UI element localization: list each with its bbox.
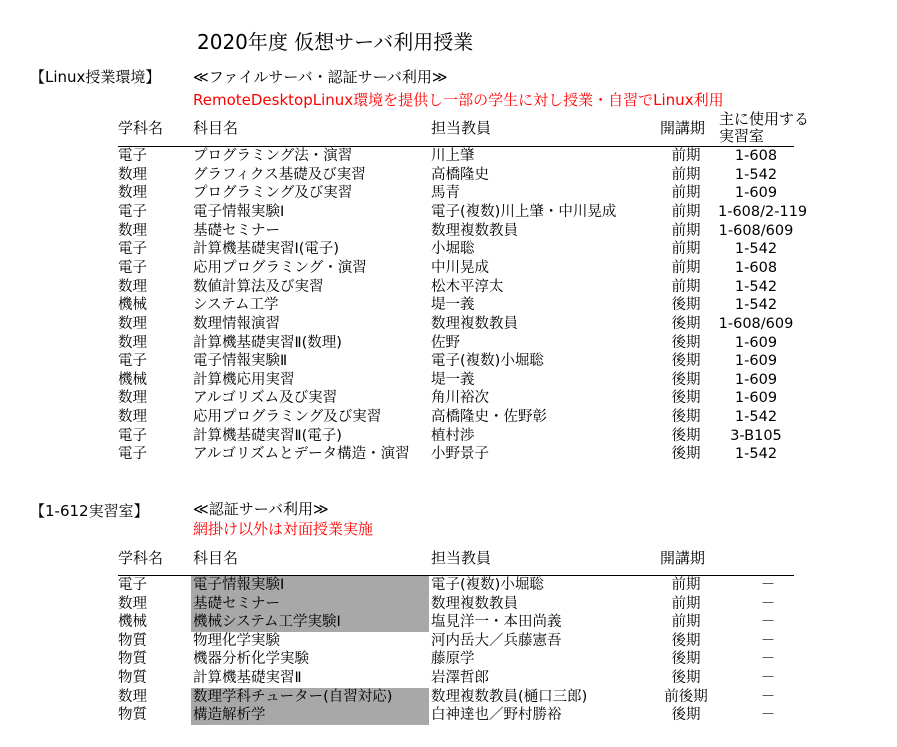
cell-dept: 数理 (118, 595, 147, 612)
cell-teacher: 中川晃成 (431, 259, 489, 276)
cell-room: 1-609 (734, 185, 778, 202)
cell-term: 前期 (671, 241, 701, 258)
cell-room: 1-608/609 (718, 222, 794, 239)
cell-teacher: 堤一義 (431, 297, 475, 314)
cell-term: 前期 (671, 614, 701, 631)
col-header-subject-2: 科目名 (193, 549, 239, 567)
cell-room: 1-542 (734, 166, 778, 183)
cell-teacher: 小堀聡 (431, 241, 475, 258)
cell-subject: アルゴリズムとデータ構造・演習 (193, 446, 410, 463)
cell-dept: 電子 (118, 427, 147, 444)
cell-room: 1-542 (734, 446, 778, 463)
cell-term: 後期 (671, 670, 701, 686)
cell-dept: 物質 (118, 670, 147, 686)
table-row (118, 334, 794, 353)
table-row (118, 222, 794, 241)
cell-dept: 機械 (118, 371, 147, 388)
cell-term: 後期 (671, 446, 701, 463)
cell-room: 1-609 (734, 334, 778, 351)
cell-dept: 電子 (118, 203, 147, 220)
table-row (118, 315, 794, 334)
cell-room: 3-B105 (730, 427, 782, 444)
cell-room: － (760, 595, 776, 612)
cell-teacher: 数理複数教員 (431, 595, 518, 612)
cell-room: － (760, 632, 776, 649)
cell-teacher: 佐野 (431, 334, 460, 351)
cell-room: 1-608 (734, 259, 778, 276)
cell-subject: 計算機基礎実習Ⅰ(電子) (193, 241, 340, 258)
cell-dept: 数理 (118, 185, 147, 202)
cell-term: 前期 (671, 166, 701, 183)
cell-term: 前後期 (664, 688, 708, 705)
section1-note: RemoteDesktopLinux環境を提供し一部の学生に対し授業・自習でLinux利用 (193, 91, 724, 109)
cell-teacher: 松木平淳太 (431, 278, 504, 295)
table-row (118, 632, 794, 651)
cell-dept: 数理 (118, 278, 147, 295)
cell-room: 1-542 (734, 297, 778, 314)
table-row (118, 166, 794, 185)
table-row (118, 576, 794, 595)
col-header-dept-2: 学科名 (118, 549, 164, 567)
section2-tag: 【1-612実習室】 (30, 502, 149, 520)
cell-dept: 数理 (118, 166, 147, 183)
cell-room: － (760, 707, 776, 724)
cell-room: 1-608 (734, 148, 778, 164)
cell-subject: プログラミング法・演習 (193, 148, 353, 164)
cell-subject: プログラミング及び実習 (193, 185, 353, 202)
cell-term: 後期 (671, 371, 701, 388)
cell-subject: 計算機基礎実習Ⅱ(電子) (193, 427, 342, 444)
cell-subject: 電子情報実験Ⅰ (193, 203, 285, 220)
col-header-dept: 学科名 (118, 119, 164, 137)
cell-subject: 計算機応用実習 (193, 371, 295, 388)
table-row (118, 688, 794, 707)
col-header-term: 開講期 (660, 119, 706, 137)
table-row (118, 259, 794, 278)
cell-subject: 電子情報実験Ⅰ (193, 577, 285, 593)
cell-subject: 機械システム工学実験Ⅰ (193, 614, 341, 631)
cell-subject: システム工学 (193, 297, 279, 314)
table-row (118, 184, 794, 203)
cell-subject: 基礎セミナー (193, 595, 280, 612)
table-row (118, 389, 794, 408)
cell-teacher: 電子(複数)川上肇・中川晃成 (431, 203, 617, 220)
cell-term: 後期 (671, 334, 701, 351)
cell-dept: 電子 (118, 446, 147, 463)
cell-teacher: 数理複数教員 (431, 315, 518, 332)
cell-subject: 基礎セミナー (193, 222, 280, 239)
cell-subject: 数理学科チューター(自習対応) (193, 688, 393, 705)
cell-room: － (760, 614, 776, 631)
cell-room: 1-609 (734, 371, 778, 388)
table-row (118, 352, 794, 371)
table-row (118, 706, 794, 725)
cell-room: 1-608/609 (718, 315, 794, 332)
section1-tag: 【Linux授業環境】 (30, 68, 161, 86)
table-row (118, 408, 794, 427)
cell-dept: 数理 (118, 688, 147, 705)
section2-note: 網掛け以外は対面授業実施 (193, 520, 374, 538)
table-row (118, 296, 794, 315)
cell-subject: 数理情報演習 (193, 315, 280, 332)
cell-term: 後期 (671, 315, 701, 332)
cell-teacher: 電子(複数)小堀聡 (431, 577, 544, 593)
section2-heading: ≪認証サーバ利用≫ (193, 500, 329, 518)
table-row (118, 669, 794, 688)
cell-dept: 数理 (118, 222, 147, 239)
cell-subject: 応用プログラミング・演習 (193, 259, 367, 276)
col-header-room-line2: 実習室 (719, 127, 765, 145)
cell-term: 後期 (671, 632, 701, 649)
cell-teacher: 塩見洋一・本田尚義 (431, 614, 562, 631)
cell-term: 前期 (671, 185, 701, 202)
cell-teacher: 角川裕次 (431, 390, 489, 407)
table-row (118, 147, 794, 166)
cell-teacher: 藤原学 (431, 651, 475, 668)
cell-term: 前期 (671, 222, 701, 239)
cell-teacher: 小野景子 (431, 446, 489, 463)
cell-term: 後期 (671, 427, 701, 444)
cell-room: － (760, 577, 776, 593)
col-header-room-line1: 主に使用する (719, 110, 810, 128)
table-row (118, 371, 794, 390)
cell-term: 後期 (671, 353, 701, 370)
table-row (118, 427, 794, 446)
col-header-subject: 科目名 (193, 119, 239, 137)
cell-dept: 機械 (118, 297, 147, 314)
cell-teacher: 岩澤哲郎 (431, 670, 489, 686)
cell-teacher: 高橋隆史 (431, 166, 489, 183)
cell-dept: 電子 (118, 148, 147, 164)
cell-term: 前期 (671, 203, 701, 220)
table-row (118, 278, 794, 297)
cell-teacher: 河内岳大／兵藤憲吾 (431, 632, 562, 649)
cell-teacher: 数理複数教員 (431, 222, 518, 239)
cell-term: 前期 (671, 148, 701, 164)
cell-teacher: 白神達也／野村勝裕 (431, 707, 562, 724)
cell-teacher: 高橋隆史・佐野彰 (431, 409, 547, 426)
cell-room: － (760, 651, 776, 668)
cell-term: 後期 (671, 297, 701, 314)
cell-subject: 電子情報実験Ⅱ (193, 353, 288, 370)
cell-room: 1-542 (734, 241, 778, 258)
cell-subject: 計算機基礎実習Ⅱ(数理) (193, 334, 342, 351)
cell-room: 1-542 (734, 409, 778, 426)
cell-dept: 数理 (118, 409, 147, 426)
cell-subject: 構造解析学 (193, 707, 266, 724)
col-header-teacher: 担当教員 (431, 119, 492, 137)
cell-term: 後期 (671, 707, 701, 724)
cell-term: 後期 (671, 409, 701, 426)
cell-subject: アルゴリズム及び実習 (193, 390, 338, 407)
cell-subject: グラフィクス基礎及び実習 (193, 166, 366, 183)
cell-term: 前期 (671, 577, 701, 593)
cell-term: 後期 (671, 651, 701, 668)
cell-term: 前期 (671, 595, 701, 612)
table-row (118, 595, 794, 614)
cell-term: 後期 (671, 390, 701, 407)
table-row (118, 240, 794, 259)
cell-room: 1-609 (734, 353, 778, 370)
cell-teacher: 川上肇 (431, 148, 475, 164)
cell-dept: 物質 (118, 632, 147, 649)
cell-dept: 数理 (118, 390, 147, 407)
col-header-term-2: 開講期 (660, 549, 706, 567)
cell-dept: 数理 (118, 315, 147, 332)
cell-subject: 物理化学実験 (193, 632, 280, 649)
cell-term: 前期 (671, 259, 701, 276)
cell-term: 前期 (671, 278, 701, 295)
cell-dept: 電子 (118, 353, 147, 370)
cell-room: － (760, 688, 776, 705)
cell-room: 1-542 (734, 278, 778, 295)
cell-room: 1-608/2-119 (718, 203, 808, 220)
cell-teacher: 数理複数教員(樋口三郎) (431, 688, 588, 705)
cell-subject: 数値計算法及び実習 (193, 278, 324, 295)
cell-dept: 数理 (118, 334, 147, 351)
cell-subject: 機器分析化学実験 (193, 651, 309, 668)
cell-dept: 物質 (118, 707, 147, 724)
cell-teacher: 堤一義 (431, 371, 475, 388)
cell-dept: 電子 (118, 241, 147, 258)
cell-subject: 応用プログラミング及び実習 (193, 409, 382, 426)
cell-dept: 物質 (118, 651, 147, 668)
cell-dept: 電子 (118, 259, 147, 276)
cell-room: － (760, 670, 776, 686)
section1-heading: ≪ファイルサーバ・認証サーバ利用≫ (193, 68, 448, 86)
table-row (118, 613, 794, 632)
cell-dept: 機械 (118, 614, 147, 631)
page-title: 2020年度 仮想サーバ利用授業 (197, 30, 474, 54)
col-header-teacher-2: 担当教員 (431, 549, 492, 567)
table-row (118, 203, 808, 222)
table-row (118, 445, 794, 464)
cell-dept: 電子 (118, 577, 147, 593)
cell-teacher: 電子(複数)小堀聡 (431, 353, 544, 370)
table-row (118, 650, 794, 669)
cell-teacher: 植村渉 (431, 427, 475, 444)
cell-teacher: 馬青 (431, 185, 460, 202)
cell-subject: 計算機基礎実習Ⅱ (193, 670, 302, 686)
cell-room: 1-609 (734, 390, 778, 407)
